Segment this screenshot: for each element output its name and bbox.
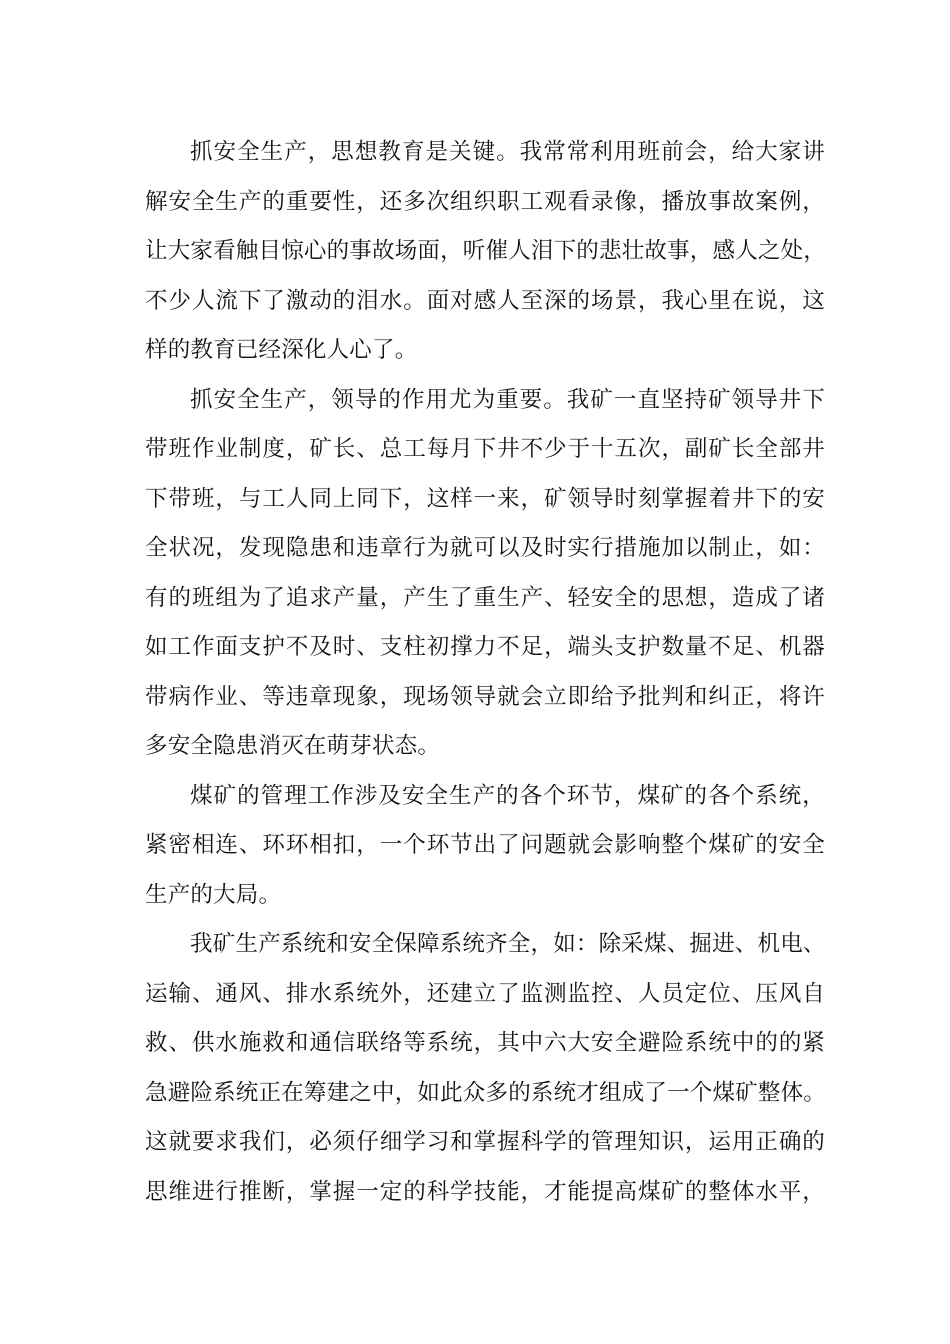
text-line: 抓安全生产，思想教育是关键。我常常利用班前会，给大家讲: [190, 139, 825, 165]
text-line: 有的班组为了追求产量，产生了重生产、轻安全的思想，造成了诸: [145, 584, 825, 611]
paragraph: [145, 376, 825, 772]
paragraph: [145, 920, 825, 1217]
text-line: 多安全隐患消灭在萌芽状态。: [145, 733, 441, 759]
text-line: 不少人流下了激动的泪水。面对感人至深的场景，我心里在说，这: [145, 287, 825, 314]
text-line: 紧密相连、环环相扣，一个环节出了问题就会影响整个煤矿的安全: [145, 832, 825, 858]
text-line: 抓安全生产，领导的作用尤为重要。我矿一直坚持矿领导井下: [190, 386, 825, 413]
text-line: 煤矿的管理工作涉及安全生产的各个环节，煤矿的各个系统，: [190, 782, 825, 809]
text-line: 运输、通风、排水系统外，还建立了监测监控、人员定位、压风自: [145, 980, 825, 1007]
text-line: 带病作业、等违章现象，现场领导就会立即给予批判和纠正，将许: [145, 683, 825, 710]
text-line: 生产的大局。: [145, 881, 282, 908]
text-line: 急避险系统正在筹建之中，如此众多的系统才组成了一个煤矿整体。: [145, 1079, 827, 1106]
text-line: 下带班，与工人同上同下，这样一来，矿领导时刻掌握着井下的安: [145, 485, 825, 512]
text-line: 带班作业制度，矿长、总工每月下井不少于十五次，副矿长全部井: [145, 436, 825, 462]
document-body: [145, 128, 825, 1217]
text-line: 全状况，发现隐患和违章行为就可以及时实行措施加以制止，如：: [145, 535, 825, 561]
text-line: 这就要求我们，必须仔细学习和掌握科学的管理知识，运用正确的: [145, 1129, 825, 1155]
text-line: 样的教育已经深化人心了。: [145, 337, 418, 363]
text-line: 解安全生产的重要性，还多次组织职工观看录像，播放事故案例，: [145, 188, 825, 215]
text-line: 救、供水施救和通信联络等系统，其中六大安全避险系统中的的紧: [145, 1030, 825, 1056]
paragraph: [145, 772, 825, 921]
text-line: 思维进行推断，掌握一定的科学技能，才能提高煤矿的整体水平，: [145, 1178, 825, 1205]
text-line: 让大家看触目惊心的事故场面，听催人泪下的悲壮故事，感人之处，: [145, 238, 827, 264]
paragraph: [145, 128, 825, 376]
text-line: 如工作面支护不及时、支柱初撑力不足，端头支护数量不足、机器: [145, 634, 825, 660]
text-line: 我矿生产系统和安全保障系统齐全，如：除采煤、掘进、机电、: [190, 931, 826, 957]
